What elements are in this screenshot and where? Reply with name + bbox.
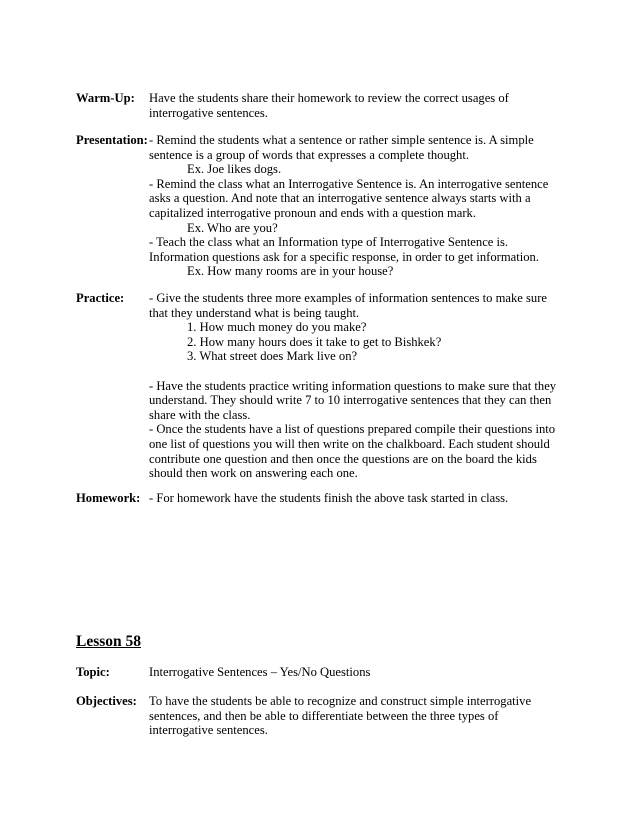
objectives-section: [76, 694, 566, 738]
text-line: understand. They should write 7 to 10 interrogative sentences that they can then: [149, 393, 552, 408]
text-line: To have the students be able to recognize and construct simple interrogative: [149, 694, 532, 708]
text-line: Have the students share their homework to review the correct usages of: [149, 91, 509, 105]
homework-text: [149, 491, 566, 506]
practice-text: [149, 291, 566, 481]
text-line: asks a question. And note that an interrogative sentence always starts with a: [149, 191, 531, 206]
numbered-item: 1. How much money do you make?: [187, 320, 367, 335]
text-line: - Give the students three more examples of information sentences to make sure: [149, 291, 547, 305]
lesson-title: Lesson 58: [76, 633, 142, 650]
homework-section: [76, 491, 566, 506]
example-line: Ex. Joe likes dogs.: [187, 162, 282, 177]
text-line: - For homework have the students finish the above task started in class.: [149, 491, 509, 505]
text-line: that they understand what is being taught.: [149, 305, 360, 320]
text-line: sentences, and then be able to differentiate between the three types of: [149, 708, 499, 723]
numbered-item: 2. How many hours does it take to get to Bishkek?: [187, 334, 442, 349]
text-line: contribute one question and then once the questions are on the board the kids: [149, 451, 537, 466]
text-line: share with the class.: [149, 407, 251, 422]
text-line: - Remind the class what an Interrogative Sentence is. An interrogative sentence: [149, 176, 549, 191]
text-line: Information questions ask for a specific response, in order to get information.: [149, 249, 539, 264]
paragraph-gap: [149, 364, 566, 379]
text-line: - Have the students practice writing information questions to make sure that they: [149, 378, 557, 393]
text-line: interrogative sentences.: [149, 105, 268, 120]
practice-label: Practice:: [76, 291, 125, 305]
example-line: Ex. Who are you?: [187, 220, 278, 235]
text-line: capitalized interrogative pronoun and ends with a question mark.: [149, 205, 476, 220]
topic-text: [149, 665, 566, 680]
warmup-text: [149, 91, 566, 120]
text-line: Interrogative Sentences – Yes/No Questions: [149, 665, 371, 679]
text-line: - Once the students have a list of questions prepared compile their questions into: [149, 422, 556, 437]
text-line: one list of questions you will then write on the chalkboard. Each student should: [149, 436, 550, 451]
text-line: should then work on answering each one.: [149, 466, 358, 481]
objectives-label: Objectives:: [76, 694, 137, 708]
text-line: - Teach the class what an Information type of Interrogative Sentence is.: [149, 235, 509, 250]
example-line: Ex. How many rooms are in your house?: [187, 264, 394, 279]
text-line: sentence is a group of words that expresses a complete thought.: [149, 147, 470, 162]
presentation-text: [149, 133, 566, 279]
topic-label: Topic:: [76, 665, 110, 679]
topic-section: [76, 665, 566, 680]
text-line: interrogative sentences.: [149, 723, 268, 738]
presentation-section: [76, 133, 566, 279]
warmup-label: Warm-Up:: [76, 91, 135, 105]
objectives-text: [149, 694, 566, 738]
presentation-label: Presentation:: [76, 133, 148, 147]
text-line: - Remind the students what a sentence or rather simple sentence is. A simple: [149, 133, 534, 147]
homework-label: Homework:: [76, 491, 141, 505]
practice-section: [76, 291, 566, 481]
warmup-section: [76, 91, 566, 120]
numbered-item: 3. What street does Mark live on?: [187, 349, 358, 364]
